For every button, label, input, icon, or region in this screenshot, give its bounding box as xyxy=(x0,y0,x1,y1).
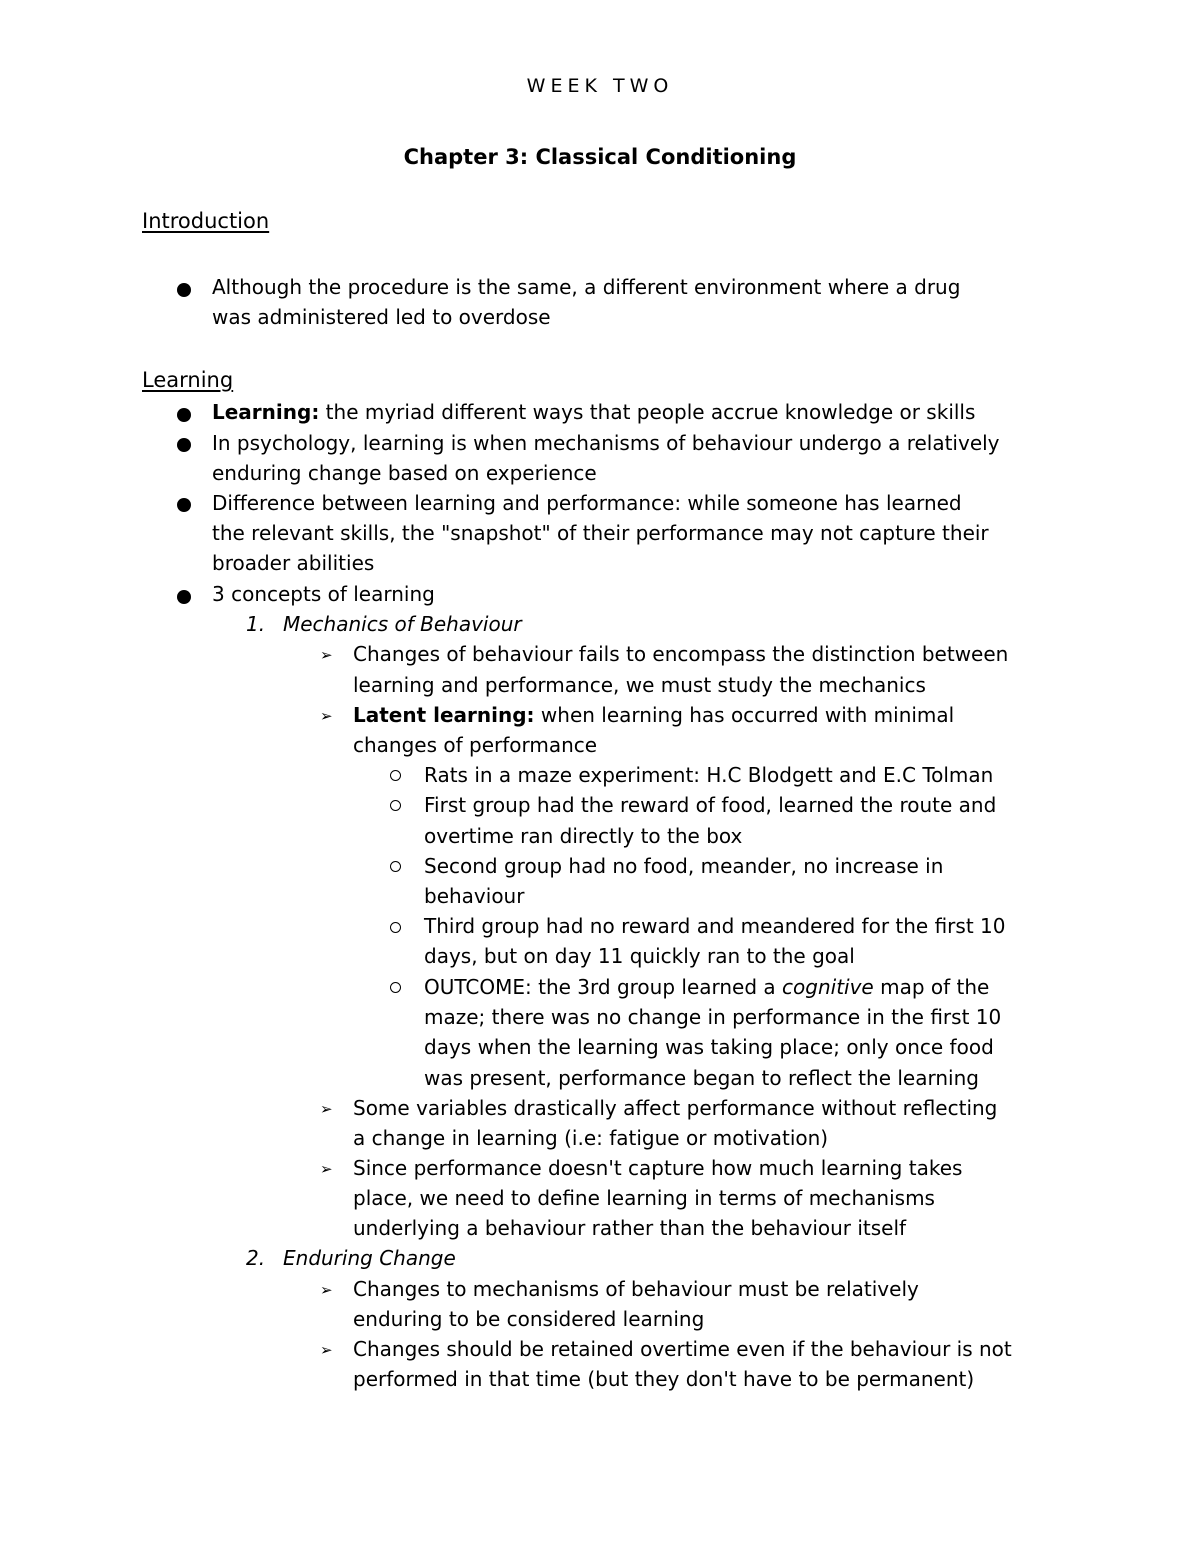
point-line: Changes of behaviour fails to encompass the distinction between xyxy=(353,642,1009,666)
section-heading-learning: Learning xyxy=(142,368,234,392)
subpoint-line: First group had the reward of food, learned the route and xyxy=(424,793,997,817)
point-line: enduring to be considered learning xyxy=(353,1307,705,1331)
bullet-line: enduring change based on experience xyxy=(212,461,597,485)
concept-title xyxy=(283,1246,456,1270)
subpoint-line: Third group had no reward and meandered for the first 10 xyxy=(424,914,1006,938)
bullet-icon xyxy=(177,283,191,297)
point-line: underlying a behaviour rather than the behaviour itself xyxy=(353,1216,907,1240)
term-latent-learning: Latent learning: xyxy=(353,703,535,727)
subpoint-line: maze; there was no change in performance in the first 10 xyxy=(424,1005,1002,1029)
point-line: a change in learning (i.e: fatigue or motivation) xyxy=(353,1126,829,1150)
arrow-icon: ➢ xyxy=(320,646,333,664)
hollow-circle-icon xyxy=(390,982,401,993)
subpoint-line: Second group had no food, meander, no increase in xyxy=(424,854,944,878)
point-line: changes of performance xyxy=(353,733,598,757)
concept-title xyxy=(283,612,522,636)
subpoint-line: days, but on day 11 quickly ran to the goal xyxy=(424,944,855,968)
definition-text: the myriad different ways that people accrue knowledge or skills xyxy=(319,400,976,424)
point-line: place, we need to define learning in terms of mechanisms xyxy=(353,1186,935,1210)
arrow-icon: ➢ xyxy=(320,1281,333,1299)
outcome-text: OUTCOME: the 3rd group learned a xyxy=(424,975,783,999)
subpoint-line: Rats in a maze experiment: H.C Blodgett and E.C Tolman xyxy=(424,763,994,787)
hollow-circle-icon xyxy=(390,770,401,781)
subpoint-line: behaviour xyxy=(424,884,525,908)
hollow-circle-icon xyxy=(390,922,401,933)
bullet-line: Difference between learning and performance: while someone has learned xyxy=(212,491,962,515)
chapter-title: Chapter 3: Classical Conditioning xyxy=(403,145,797,169)
section-heading-introduction: Introduction xyxy=(142,209,270,233)
bullet-icon xyxy=(177,408,191,422)
bullet-icon xyxy=(177,438,191,452)
point-line: performed in that time (but they don't have to be permanent) xyxy=(353,1367,975,1391)
definition-line xyxy=(212,400,975,424)
bullet-icon xyxy=(177,498,191,512)
definition-line xyxy=(353,703,954,727)
point-line: learning and performance, we must study the mechanics xyxy=(353,673,926,697)
subpoint-line: was present, performance began to reflect the learning xyxy=(424,1066,979,1090)
concept-number: 2. xyxy=(246,1246,266,1270)
outcome-text: map of the xyxy=(873,975,990,999)
outcome-emphasis: cognitive xyxy=(782,975,874,999)
bullet-line: broader abilities xyxy=(212,551,375,575)
term-learning: Learning: xyxy=(212,400,320,424)
bullet-line: the relevant skills, the "snapshot" of their performance may not capture their xyxy=(212,521,989,545)
bullet-line: In psychology, learning is when mechanisms of behaviour undergo a relatively xyxy=(212,431,1000,455)
point-line: Changes to mechanisms of behaviour must be relatively xyxy=(353,1277,919,1301)
document-label: WEEK TWO xyxy=(526,75,674,97)
concept-title-text: Enduring Change xyxy=(283,1246,456,1270)
bullet-icon xyxy=(177,590,191,604)
bullet-line: was administered led to overdose xyxy=(212,305,551,329)
subpoint-line: days when the learning was taking place; only once food xyxy=(424,1035,994,1059)
arrow-icon: ➢ xyxy=(320,1100,333,1118)
bullet-line: Although the procedure is the same, a different environment where a drug xyxy=(212,275,961,299)
point-line: Changes should be retained overtime even if the behaviour is not xyxy=(353,1337,1012,1361)
hollow-circle-icon xyxy=(390,800,401,811)
outcome-line xyxy=(424,975,989,999)
arrow-icon: ➢ xyxy=(320,707,333,725)
arrow-icon: ➢ xyxy=(320,1341,333,1359)
hollow-circle-icon xyxy=(390,861,401,872)
definition-text: when learning has occurred with minimal xyxy=(534,703,955,727)
concept-number: 1. xyxy=(246,612,266,636)
subpoint-line: overtime ran directly to the box xyxy=(424,824,743,848)
concept-title-text: Mechanics of Behaviour xyxy=(283,612,522,636)
arrow-icon: ➢ xyxy=(320,1160,333,1178)
bullet-line: 3 concepts of learning xyxy=(212,582,435,606)
point-line: Some variables drastically affect performance without reflecting xyxy=(353,1096,998,1120)
point-line: Since performance doesn't capture how much learning takes xyxy=(353,1156,963,1180)
